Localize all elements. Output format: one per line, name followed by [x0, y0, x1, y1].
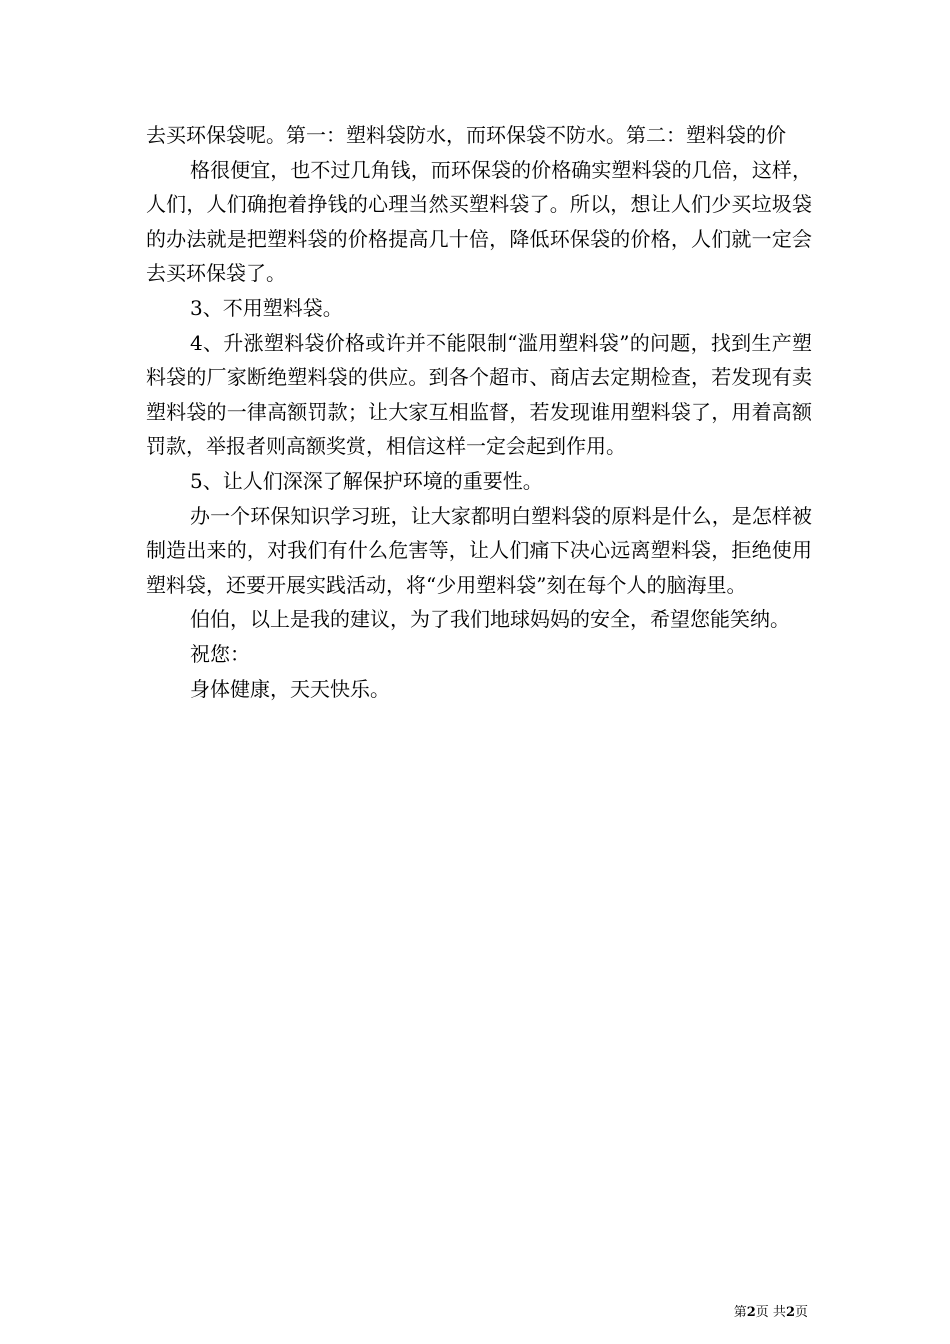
salutation: 祝您： [190, 641, 250, 666]
paragraph-study-class: 办一个环保知识学习班，让大家都明白塑料袋的原料是什么，是怎样被制造出来的，对我们有什么危害等，让人们痛下决心远离塑料袋，拒绝使用塑料袋，还要开展实践活动，将“少用塑料袋”刻在每个人的脑海里。 [146, 503, 812, 597]
footer-current-page: 2 [746, 1305, 756, 1320]
footer-middle: 页 共 [755, 1305, 786, 1320]
footer-suffix: 页 [794, 1305, 808, 1320]
document-body [146, 118, 812, 706]
paragraph-continuation: 去买环保袋呢。第一：塑料袋防水，而环保袋不防水。第二：塑料袋的价 [146, 123, 786, 147]
list-item-5: 5、让人们深深了解保护环境的重要性。 [190, 468, 543, 493]
footer-prefix: 第 [733, 1305, 747, 1320]
list-item-4: 4、升涨塑料袋价格或许并不能限制“滥用塑料袋”的问题，找到生产塑料袋的厂家断绝塑料袋的供应。到各个超市、商店去定期检查，若发现有卖塑料袋的一律高额罚款；让大家互相监督，若发现谁用塑料袋了，用着高额罚款，举报者则高额奖赏，相信这样一定会起到作用。 [146, 330, 812, 459]
paragraph-closing: 伯伯，以上是我的建议，为了我们地球妈妈的安全，希望您能笑纳。 [190, 607, 790, 632]
page-number-footer [700, 1301, 808, 1320]
salutation-wish: 身体健康，天天快乐。 [190, 676, 390, 701]
list-item-3: 3、不用塑料袋。 [190, 295, 343, 320]
footer-total-pages: 2 [785, 1305, 795, 1320]
paragraph-price-explanation: 格很便宜，也不过几角钱，而环保袋的价格确实塑料袋的几倍，这样，人们，人们确抱着挣钱的心理当然买塑料袋了。所以，想让人们少买垃圾袋的办法就是把塑料袋的价格提高几十倍，降低环保袋的价格，人们就一定会去买环保袋了。 [146, 157, 812, 286]
